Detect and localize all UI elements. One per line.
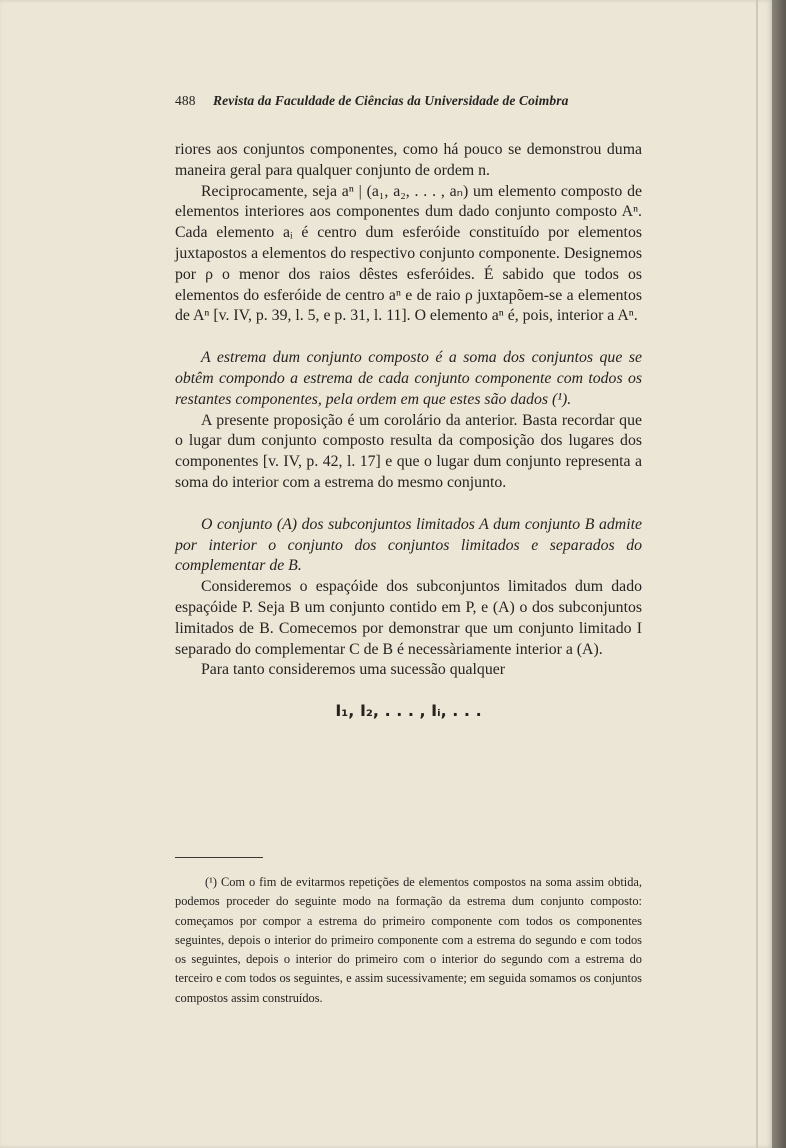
proposition-2: O conjunto (A) dos subconjuntos limitados A dum conjunto B admite por interior o conjunto dos conjuntos limitados e separados do complementar de B. [175,515,642,575]
journal-title: Revista da Faculdade de Ciências da Universidade de Coimbra [213,93,569,108]
page-edge [756,0,758,1148]
main-text [175,140,642,722]
paragraph-4: Consideremos o espaçóide dos subconjuntos limitados dum dado espaçóide P. Seja B um conjunto contido em P, e (A) o dos subconjuntos limitados de B. Comecemos por demonstrar que um conjunto limitado I separado do complementar C de B é necessàriamente interior a (A). [175,578,642,658]
paragraph-5: Para tanto consideremos uma sucessão qualquer [201,661,505,679]
footnote: (¹) Com o fim de evitarmos repetições de elementos compostos na soma assim obtida, podemos proceder do seguinte modo na formação da estrema dum conjunto composto: começamos por compor a estrema do primeiro componente com todos os componentes seguintes, depois o interior do primeiro componente com a estrema do segundo e com todos os seguintes, depois o interior do primeiro com o interior do segundo com a estrema do terceiro e com todos os seguintes, e assim sucessivamente; em seguida somamos os conjuntos compostos assim construídos. [175,875,642,1005]
paragraph-2: Reciprocamente, seja aⁿ | (a₁, a₂, . . . , aₙ) um elemento composto de elementos interiores aos componentes dum dado conjunto composto Aⁿ. Cada elemento aᵢ é centro dum esferóide constituído por elementos juxtapostos a elementos do respectivo conjunto componente. Designemos por ρ o menor dos raios dêstes esferóides. É sabido que todos os elementos do esferóide de centro aⁿ e de raio ρ juxtapõem-se a elementos de Aⁿ [v. IV, p. 39, l. 5, e p. 31, l. 11]. O elemento aⁿ é, pois, interior a Aⁿ. [175,182,642,325]
footnote-rule [175,857,263,858]
running-head [175,93,642,109]
book-spine [772,0,786,1148]
paragraph-3: A presente proposição é um corolário da anterior. Basta recordar que o lugar dum conjunto composto resulta da composição dos lugares dos componentes [v. IV, p. 42, l. 17] e que o lugar dum conjunto representa a soma do interior com a estrema do mesmo conjunto. [175,411,642,491]
paragraph-1: riores aos conjuntos componentes, como há pouco se demonstrou duma maneira geral para qualquer conjunto de ordem n. [175,141,642,179]
proposition-1: A estrema dum conjunto composto é a soma dos conjuntos que se obtêm compondo a estrema de cada conjunto componente com todos os restantes componentes, pela ordem em que estes são dados (¹). [175,349,642,408]
page-number: 488 [175,93,196,108]
sequence-formula: I₁, I₂, . . . , Iᵢ, . . . [335,701,482,721]
